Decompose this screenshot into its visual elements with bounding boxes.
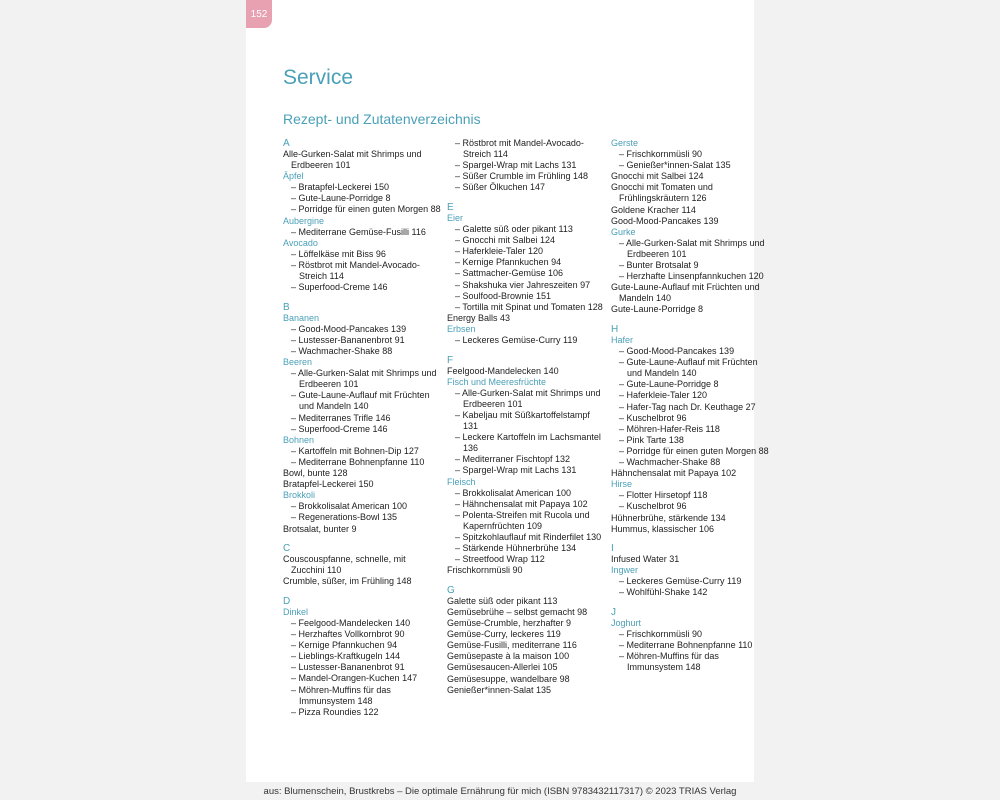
index-sub-entry: – Süßer Ölkuchen 147 — [455, 182, 546, 193]
index-sub-entry: – Stärkende Hühnerbrühe 134 — [455, 543, 577, 554]
index-ingredient-heading: Ingwer — [611, 565, 639, 576]
index-sub-entry: – Kernige Pfannkuchen 94 — [291, 640, 398, 651]
index-sub-entry: – Haferkleie-Taler 120 — [619, 390, 708, 401]
index-entry: Goldene Kracher 114 — [611, 204, 696, 215]
index-sub-entry: – Galette süß oder pikant 113 — [455, 224, 573, 235]
index-sub-entry: – Röstbrot mit Mandel-Avocado-Streich 114 — [455, 138, 584, 160]
index-entry: Gemüse-Crumble, herzhafter 9 — [447, 618, 572, 629]
index-sub-entry: – Lieblings-Kraftkugeln 144 — [291, 651, 401, 662]
index-sub-entry: – Feelgood-Mandelecken 140 — [291, 617, 411, 628]
index-sub-entry: – Haferkleie-Taler 120 — [455, 246, 544, 257]
index-sub-entry: – Shakshuka vier Jahreszeiten 97 — [455, 279, 591, 290]
index-entry: Energy Balls 43 — [447, 312, 511, 323]
index-ingredient-heading: Bohnen — [283, 434, 315, 445]
index-letter-heading: I — [611, 543, 614, 555]
index-sub-entry: – Alle-Gurken-Salat mit Shrimps und Erdbeeren 101 — [619, 237, 765, 259]
index-ingredient-heading: Fisch und Meeresfrüchte — [447, 376, 547, 387]
index-entry: Frischkornmüsli 90 — [447, 565, 523, 576]
index-entry: Galette süß oder pikant 113 — [447, 595, 558, 606]
index-sub-entry: – Wachmacher-Shake 88 — [619, 457, 721, 468]
index-entry: Gnocchi mit Tomaten und Frühlingskräutern 126 — [611, 182, 713, 204]
index-entry: Gute-Laune-Auflauf mit Früchten und Mandeln 140 — [611, 282, 760, 304]
index-column-1 — [283, 138, 441, 718]
index-letter-heading: D — [283, 595, 291, 607]
index-entry: Gemüse-Fusilli, mediterrane 116 — [447, 640, 577, 651]
index-ingredient-heading: Hafer — [611, 335, 634, 345]
index-sub-entry: – Hähnchensalat mit Papaya 102 — [455, 498, 588, 509]
index-sub-entry: – Streetfood Wrap 112 — [455, 554, 545, 565]
index-sub-entry: – Brokkolisalat American 100 — [291, 501, 408, 512]
index-sub-entry: – Soulfood-Brownie 151 — [455, 290, 552, 301]
index-ingredient-heading: Dinkel — [283, 606, 309, 617]
index-sub-entry: – Leckeres Gemüse-Curry 119 — [619, 576, 742, 587]
index-sub-entry: – Möhren-Muffins für das Immunsystem 148 — [619, 651, 719, 673]
index-sub-entry: – Wohlfühl-Shake 142 — [619, 587, 708, 598]
index-sub-entry: – Süßer Crumble im Frühling 148 — [455, 171, 589, 182]
index-entry: Infused Water 31 — [611, 554, 680, 565]
index-letter-heading: H — [611, 324, 619, 335]
index-sub-entry: – Herzhaftes Vollkornbrot 90 — [291, 629, 405, 640]
page-title: Service — [283, 66, 354, 89]
index-sub-entry: – Hafer-Tag nach Dr. Keuthage 27 — [619, 401, 756, 412]
index-sub-entry: – Superfood-Creme 146 — [291, 282, 388, 293]
index-sub-entry: – Löffelkäse mit Biss 96 — [291, 248, 386, 259]
index-sub-entry: – Mediterrane Bohnenpfanne 110 — [619, 640, 753, 651]
index-entry: Gnocchi mit Salbei 124 — [611, 171, 704, 182]
index-ingredient-heading: Eier — [447, 212, 464, 223]
index-sub-entry: – Bratapfel-Leckerei 150 — [291, 182, 390, 193]
index-sub-entry: – Kabeljau mit Süßkartoffelstampf 131 — [455, 409, 590, 432]
index-sub-entry: – Bunter Brotsalat 9 — [619, 260, 699, 271]
index-entry: Crumble, süßer, im Frühling 148 — [283, 576, 412, 587]
index-sub-entry: – Genießer*innen-Salat 135 — [619, 160, 731, 171]
index-sub-entry: – Frischkornmüsli 90 — [619, 149, 703, 160]
index-sub-entry: – Tortilla mit Spinat und Tomaten 128 — [455, 301, 603, 312]
index-sub-entry: – Leckeres Gemüse-Curry 119 — [455, 335, 578, 345]
index-ingredient-heading: Brokkoli — [283, 490, 316, 501]
index-sub-entry: – Röstbrot mit Mandel-Avocado-Streich 114 — [291, 259, 420, 282]
index-ingredient-heading: Avocado — [283, 237, 318, 248]
index-entry: Gemüsesaucen-Allerlei 105 — [447, 662, 558, 673]
index-sub-entry: – Alle-Gurken-Salat mit Shrimps und Erdbeeren 101 — [291, 368, 437, 390]
index-entry: Couscouspfanne, schnelle, mit Zucchini 110 — [283, 554, 406, 576]
index-entry: Gemüse-Curry, leckeres 119 — [447, 629, 561, 640]
index-entry: Alle-Gurken-Salat mit Shrimps und Erdbeeren 101 — [283, 149, 422, 171]
section-subtitle: Rezept- und Zutatenverzeichnis — [283, 111, 481, 127]
index-sub-entry: – Gute-Laune-Auflauf mit Früchten und Mandeln 140 — [619, 357, 758, 379]
index-sub-entry: – Gute-Laune-Auflauf mit Früchten und Mandeln 140 — [291, 390, 430, 412]
index-sub-entry: – Porridge für einen guten Morgen 88 — [619, 445, 769, 456]
index-letter-heading: J — [611, 607, 616, 619]
index-ingredient-heading: Joghurt — [611, 618, 642, 629]
index-sub-entry: – Good-Mood-Pancakes 139 — [619, 346, 735, 357]
book-page — [246, 0, 769, 782]
index-entry: Hühnerbrühe, stärkende 134 — [611, 512, 726, 523]
index-ingredient-heading: Fleisch — [447, 476, 476, 487]
index-letter-heading: B — [283, 301, 290, 313]
index-entry: Bowl, bunte 128 — [283, 468, 348, 479]
index-sub-entry: – Porridge für einen guten Morgen 88 — [291, 204, 441, 215]
index-sub-entry: – Wachmacher-Shake 88 — [291, 346, 393, 356]
index-sub-entry: – Gnocchi mit Salbei 124 — [455, 235, 556, 246]
index-sub-entry: – Mediterranes Trifle 146 — [291, 412, 391, 423]
index-ingredient-heading: Hirse — [611, 479, 633, 490]
index-sub-entry: – Spitzkohlauflauf mit Rinderfilet 130 — [455, 532, 602, 542]
index-sub-entry: – Mediterrane Bohnenpfanne 110 — [291, 456, 425, 467]
index-entry: Gemüsebrühe – selbst gemacht 98 — [447, 606, 588, 617]
index-sub-entry: – Mandel-Orangen-Kuchen 147 — [291, 673, 418, 684]
index-sub-entry: – Frischkornmüsli 90 — [619, 629, 703, 640]
index-entry: Gute-Laune-Porridge 8 — [611, 304, 704, 315]
index-sub-entry: – Herzhafte Linsenpfannkuchen 120 — [619, 271, 764, 282]
index-entry: Bratapfel-Leckerei 150 — [283, 479, 374, 490]
index-sub-entry: – Lustesser-Bananenbrot 91 — [291, 334, 405, 345]
index-sub-entry: – Regenerations-Bowl 135 — [291, 512, 398, 523]
source-footer: aus: Blumenschein, Brustkrebs – Die optimale Ernährung für mich (ISBN 9783432117317) © 2023 TRIAS Verlag — [263, 786, 737, 797]
index-sub-entry: – Spargel-Wrap mit Lachs 131 — [455, 160, 577, 171]
index-ingredient-heading: Gurke — [611, 226, 636, 237]
index-sub-entry: – Sattmacher-Gemüse 106 — [455, 268, 564, 279]
index-sub-entry: – Lustesser-Bananenbrot 91 — [291, 662, 405, 673]
index-ingredient-heading: Äpfel — [283, 171, 304, 182]
index-sub-entry: – Mediterraner Fischtopf 132 — [455, 454, 571, 465]
index-sub-entry: – Pink Tarte 138 — [619, 434, 684, 445]
index-letter-heading: E — [447, 201, 454, 213]
index-sub-entry: – Kartoffeln mit Bohnen-Dip 127 — [291, 445, 419, 456]
index-ingredient-heading: Erbsen — [447, 323, 476, 334]
index-sub-entry: – Mediterrane Gemüse-Fusilli 116 — [291, 226, 426, 237]
index-sub-entry: – Leckere Kartoffeln im Lachsmantel 136 — [455, 432, 601, 454]
index-sub-entry: – Gute-Laune-Porridge 8 — [291, 193, 391, 204]
index-sub-entry: – Alle-Gurken-Salat mit Shrimps und Erdbeeren 101 — [455, 387, 601, 409]
index-entry: Gemüsepaste à la maison 100 — [447, 651, 570, 662]
index-entry: Genießer*innen-Salat 135 — [447, 684, 552, 695]
index-entry: Good-Mood-Pancakes 139 — [611, 215, 719, 226]
index-sub-entry: – Kernige Pfannkuchen 94 — [455, 257, 562, 268]
index-entry: Feelgood-Mandelecken 140 — [447, 365, 559, 376]
index-letter-heading: A — [283, 138, 290, 149]
index-sub-entry: – Kuschelbrot 96 — [619, 501, 687, 512]
index-sub-entry: – Möhren-Muffins für das Immunsystem 148 — [291, 684, 391, 706]
index-sub-entry: – Möhren-Hafer-Reis 118 — [619, 423, 720, 434]
index-entry: Gemüsesuppe, wandelbare 98 — [447, 673, 570, 684]
index-sub-entry: – Gute-Laune-Porridge 8 — [619, 379, 719, 390]
page-number-badge: 152 — [246, 0, 272, 28]
index-ingredient-heading: Bananen — [283, 312, 320, 323]
index-entry: Hähnchensalat mit Papaya 102 — [611, 468, 737, 479]
index-letter-heading: C — [283, 543, 291, 555]
index-letter-heading: G — [447, 584, 455, 596]
index-sub-entry: – Good-Mood-Pancakes 139 — [291, 323, 407, 334]
index-letter-heading: F — [447, 354, 454, 366]
index-sub-entry: – Spargel-Wrap mit Lachs 131 — [455, 465, 577, 476]
index-entry: Hummus, klassischer 106 — [611, 523, 715, 534]
index-column-2 — [447, 138, 605, 696]
index-sub-entry: – Polenta-Streifen mit Rucola und Kapernfrüchten 109 — [455, 509, 590, 531]
index-ingredient-heading: Gerste — [611, 138, 639, 148]
index-ingredient-heading: Aubergine — [283, 215, 325, 226]
index-entry: Brotsalat, bunter 9 — [283, 523, 357, 534]
index-sub-entry: – Flotter Hirsetopf 118 — [619, 490, 708, 501]
index-column-3 — [611, 138, 769, 674]
index-sub-entry: – Superfood-Creme 146 — [291, 423, 388, 434]
index-sub-entry: – Kuschelbrot 96 — [619, 412, 687, 423]
index-sub-entry: – Pizza Roundies 122 — [291, 706, 379, 717]
index-sub-entry: – Brokkolisalat American 100 — [455, 487, 572, 498]
index-ingredient-heading: Beeren — [283, 357, 313, 368]
